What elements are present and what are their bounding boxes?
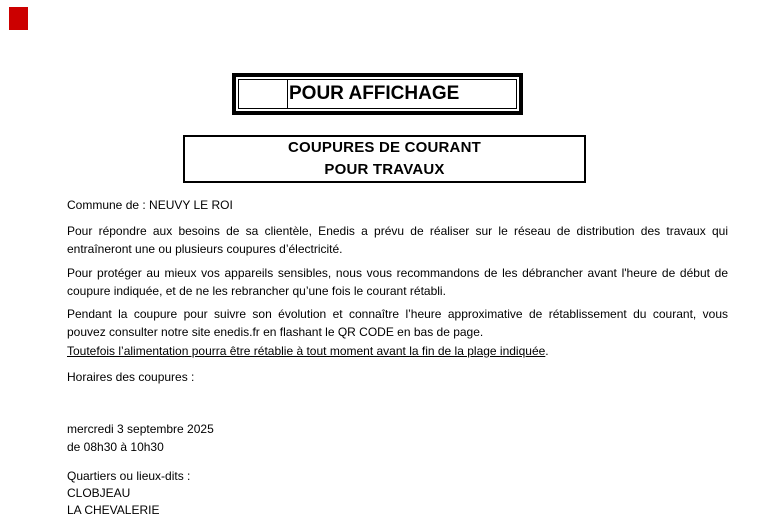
paragraph-line: pouvez consulter notre site enedis.fr en flashant le QR CODE en bas de page. xyxy=(67,324,484,339)
underlined-notice-period: . xyxy=(545,344,549,358)
banner-title: POUR AFFICHAGE xyxy=(289,83,460,104)
outage-time: de 08h30 à 10h30 xyxy=(67,439,164,454)
paragraph-line: coupure indiquée, et de ne les rebrancher qu’une fois le courant rétabli. xyxy=(67,283,446,298)
banner-inner-frame xyxy=(238,79,517,109)
paragraph-line: entraîneront une ou plusieurs coupures d’électricité. xyxy=(67,241,343,256)
districts-block xyxy=(67,468,728,517)
outage-datetime xyxy=(67,421,728,456)
outage-date: mercredi 3 septembre 2025 xyxy=(67,422,214,436)
schedule-heading: Horaires des coupures : xyxy=(67,370,195,384)
paragraph-intro xyxy=(67,223,728,258)
subtitle-box xyxy=(183,135,586,183)
underlined-notice-text: Toutefois l’alimentation pourra être rétablie à tout moment avant la fin de la plage indiquée xyxy=(67,344,546,358)
red-square-marker xyxy=(9,7,28,30)
subtitle-line-1: COUPURES DE COURANT xyxy=(288,139,481,156)
paragraph-follow-outage xyxy=(67,306,728,341)
paragraph-protect-devices xyxy=(67,265,728,300)
underlined-notice xyxy=(67,343,728,361)
district-name: LA CHEVALERIE xyxy=(67,503,160,517)
paragraph-line: Pour protéger au mieux vos appareils sensibles, nous vous recommandons de les débrancher avant l'heure de début de xyxy=(67,266,728,280)
commune-line: Commune de : NEUVY LE ROI xyxy=(67,198,233,212)
district-name: CLOBJEAU xyxy=(67,486,131,500)
paragraph-line: Pour répondre aux besoins de sa clientèle, Enedis a prévu de réaliser sur le réseau de distribution des travaux qui xyxy=(67,224,728,238)
banner-empty-cell xyxy=(239,80,288,108)
subtitle-line-2: POUR TRAVAUX xyxy=(324,161,445,178)
paragraph-line: Pendant la coupure pour suivre son évolution et connaître l’heure approximative de rétablissement du courant, vous xyxy=(67,307,728,321)
pour-affichage-banner xyxy=(232,73,523,115)
districts-heading: Quartiers ou lieux-dits : xyxy=(67,469,191,483)
